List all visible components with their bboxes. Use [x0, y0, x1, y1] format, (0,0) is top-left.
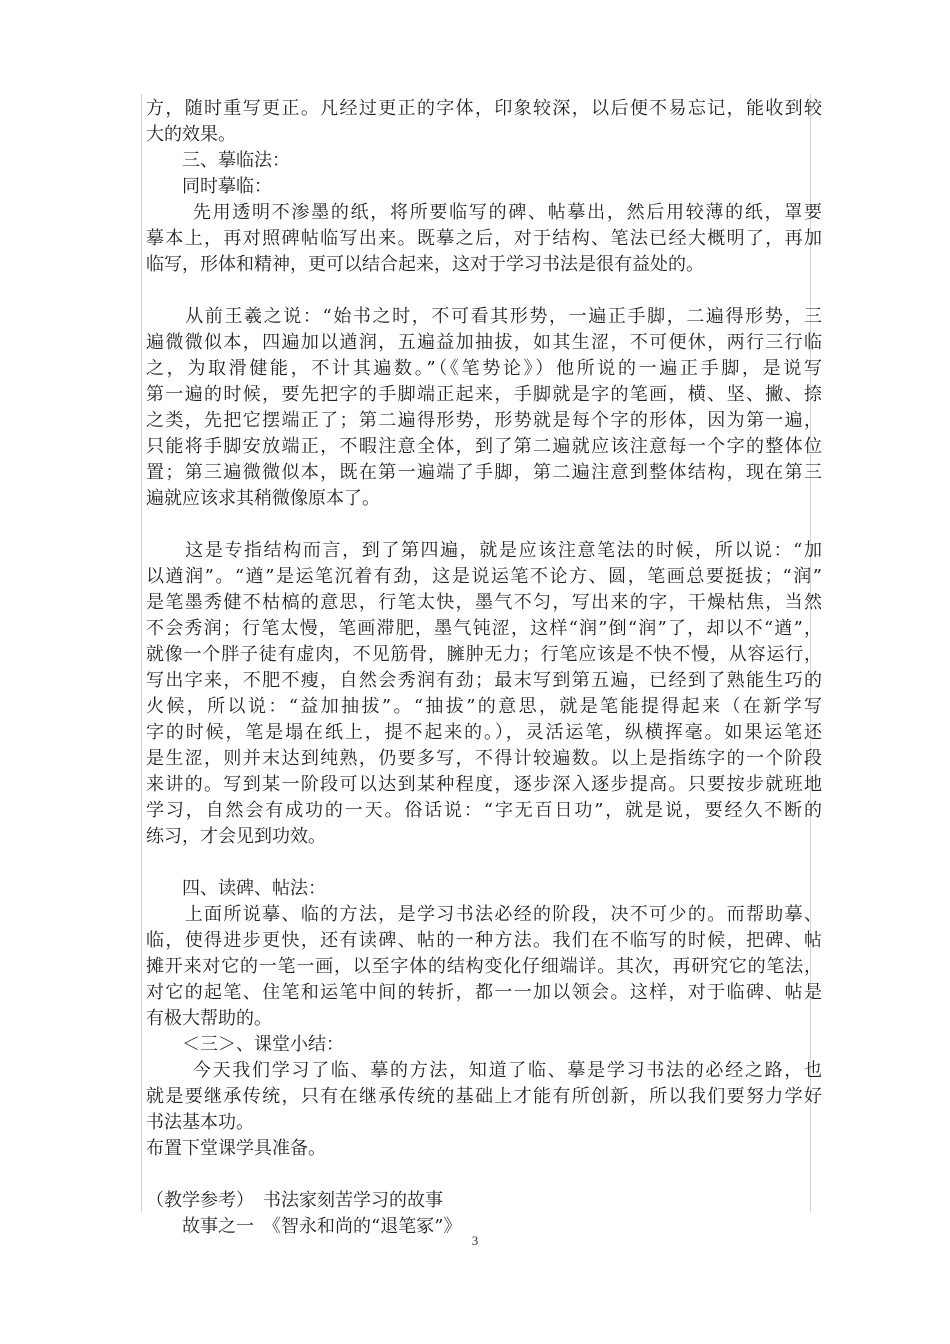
text-line: 第一遍的时候，要先把字的手脚端正起来，手脚就是字的笔画，横、坚、撇、捺	[146, 384, 822, 405]
text-line: 这是专指结构而言，到了第四遍，就是应该注意笔法的时候，所以说：“加	[146, 540, 822, 561]
subheading-simultaneous: 同时摹临：	[146, 176, 272, 197]
text-line: 置；第三遍微微似本，既在第一遍端了手脚，第二遍注意到整体结构，现在第三	[146, 462, 822, 483]
text-line: 摹本上，再对照碑帖临写出来。既摹之后，对于结构、笔法已经大概明了，再加	[146, 228, 822, 249]
text-line: 有极大帮助的。	[146, 1008, 272, 1029]
text-line: 今天我们学习了临、摹的方法，知道了临、摹是学习书法的必经之路，也	[146, 1060, 822, 1081]
text-line: 火候，所以说：“益加抽拔”。“抽拔”的意思，就是笔能提得起来（在新学写	[146, 696, 822, 717]
section-heading-summary: ＜三＞、课堂小结：	[146, 1034, 344, 1055]
section-heading-tracing-copying: 三、摹临法：	[146, 150, 290, 171]
text-line: 大的效果。	[146, 124, 236, 145]
paragraph-reading-method	[146, 902, 822, 1032]
text-line: 是生涩，则并末达到纯熟，仍要多写，不得计较遍数。以上是指练字的一个阶段	[146, 748, 822, 769]
text-line: 从前王羲之说：“始书之时，不可看其形势，一遍正手脚，二遍得形势，三	[146, 306, 822, 327]
text-line: 以遒润”。“遒”是运笔沉着有劲，这是说运笔不论方、圆，笔画总要挺拔；“润”	[146, 566, 822, 587]
text-line: 就像一个胖子徒有虚肉，不见筋骨，臃肿无力；行笔应该是不快不慢，从容运行，	[146, 644, 822, 665]
paragraph-tracing-method	[146, 200, 822, 278]
text-line: 写出字来，不肥不瘦，自然会秀润有劲；最末写到第五遍，已经到了熟能生巧的	[146, 670, 822, 691]
paragraph-continuation	[146, 96, 822, 148]
text-line: 摊开来对它的一笔一画，以至字体的结构变化仔细端详。其次，再研究它的笔法，	[146, 956, 822, 977]
text-line: 书法基本功。	[146, 1112, 254, 1133]
text-line: 练习，才会见到功效。	[146, 826, 326, 847]
text-line: 不会秀润；行笔太慢，笔画滞肥，墨气钝涩，这样“润”倒“润”了，却以不“遒”，	[146, 618, 822, 639]
document-body	[146, 96, 822, 1240]
text-line: 来讲的。写到某一阶段可以达到某种程度，逐步深入逐步提高。只要按步就班地	[146, 774, 822, 795]
text-line: 方，随时重写更正。凡经过更正的字体，印象较深，以后便不易忘记，能收到较	[146, 98, 822, 119]
text-line: 就是要继承传统，只有在继承传统的基础上才能有所创新，所以我们要努力学好	[146, 1086, 822, 1107]
text-line: 只能将手脚安放端正，不暇注意全体，到了第二遍就应该注意每一个字的整体位	[146, 436, 822, 457]
text-line: 之，为取滑健能，不计其遍数。”（《笔势论》）他所说的一遍正手脚，是说写	[146, 358, 822, 379]
text-line: 临，使得进步更快，还有读碑、帖的一种方法。我们在不临写的时候，把碑、帖	[146, 930, 822, 951]
reference-title: （教学参考） 书法家刻苦学习的故事	[146, 1190, 443, 1211]
paragraph-wang-xizhi	[146, 304, 822, 512]
section-heading-reading: 四、读碑、帖法：	[146, 878, 326, 899]
paragraph-summary	[146, 1058, 822, 1136]
text-line: 临写，形体和精神，更可以结合起来，这对于学习书法是很有益处的。	[146, 254, 704, 275]
left-border-line	[141, 94, 142, 1212]
homework-note: 布置下堂课学具准备。	[146, 1138, 326, 1159]
text-line: 学习，自然会有成功的一天。俗话说：“字无百日功”，就是说，要经久不断的	[146, 800, 822, 821]
text-line: 是笔墨秀健不枯槁的意思，行笔太快，墨气不匀，写出来的字，干燥枯焦，当然	[146, 592, 822, 613]
text-line: 遍就应该求其稍微像原本了。	[146, 488, 380, 509]
text-line: 上面所说摹、临的方法，是学习书法必经的阶段，决不可少的。而帮助摹、	[146, 904, 822, 925]
text-line: 之类，先把它摆端正了；第二遍得形势，形势就是每个字的形体，因为第一遍，	[146, 410, 822, 431]
text-line: 遍微微似本，四遍加以遒润，五遍益加抽拔，如其生涩，不可便休，两行三行临	[146, 332, 822, 353]
text-line: 对它的起笔、住笔和运笔中间的转折，都一一加以领会。这样，对于临碑、帖是	[146, 982, 822, 1003]
text-line: 先用透明不渗墨的纸，将所要临写的碑、帖摹出，然后用较薄的纸，罩要	[146, 202, 822, 223]
text-line: 字的时候，笔是塌在纸上，提不起来的。），灵活运笔，纵横挥毫。如果运笔还	[146, 722, 822, 743]
page-number: 3	[471, 1233, 479, 1248]
story-title: 故事之一 《智永和尚的“退笔冢”》	[146, 1216, 462, 1237]
paragraph-fourth-pass	[146, 538, 822, 850]
